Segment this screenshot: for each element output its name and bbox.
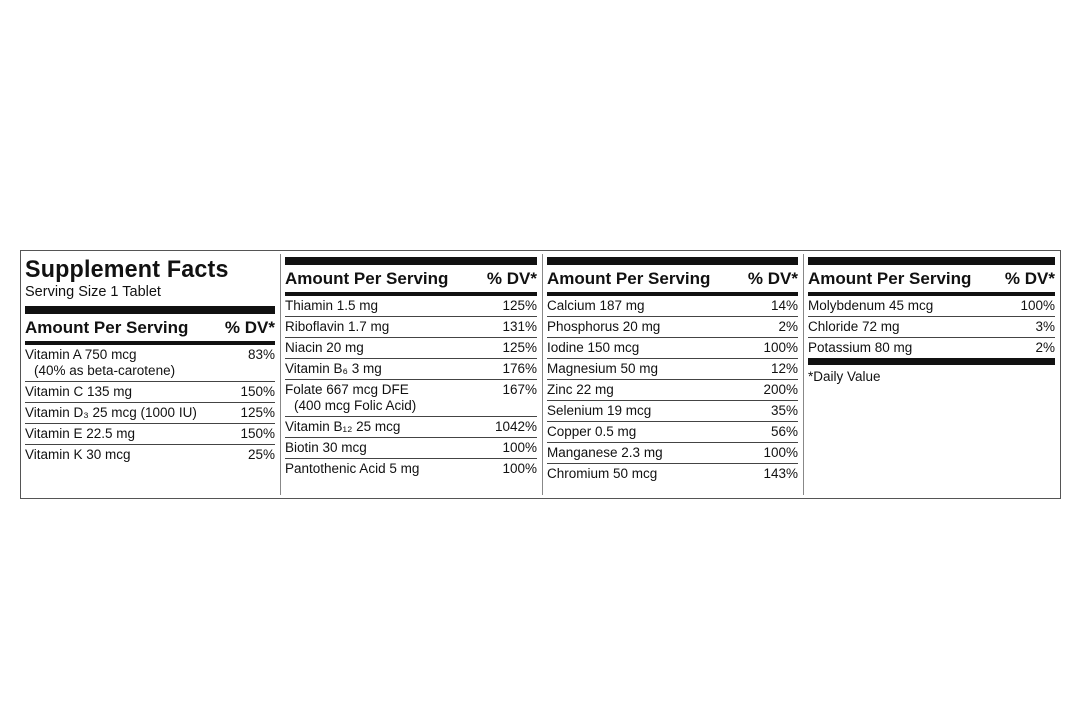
nutrient-row bbox=[547, 317, 798, 338]
nutrient-name: Thiamin 1.5 mg bbox=[285, 298, 379, 313]
nutrient-text bbox=[547, 319, 660, 335]
amount-header: Amount Per Serving bbox=[808, 268, 972, 288]
daily-value-percent: 200% bbox=[763, 382, 798, 397]
nutrient-text bbox=[285, 361, 382, 377]
daily-value-percent: 56% bbox=[770, 424, 798, 439]
nutrient-name: Pantothenic Acid 5 mg bbox=[285, 461, 420, 476]
daily-value-percent: 143% bbox=[763, 466, 798, 481]
nutrient-row bbox=[25, 424, 275, 445]
nutrient-list bbox=[808, 296, 1055, 358]
nutrient-name: Vitamin B₁₂ 25 mcg bbox=[285, 419, 401, 434]
daily-value-percent: 100% bbox=[502, 461, 537, 476]
thick-rule bbox=[808, 257, 1055, 265]
nutrient-name: Vitamin E 22.5 mg bbox=[25, 426, 136, 441]
nutrient-list bbox=[25, 345, 275, 465]
daily-value-percent: 83% bbox=[247, 347, 275, 362]
nutrient-text bbox=[285, 382, 416, 414]
daily-value-percent: 3% bbox=[1035, 319, 1055, 334]
daily-value-percent: 125% bbox=[240, 405, 275, 420]
serving-size: Serving Size 1 Tablet bbox=[25, 284, 161, 300]
nutrient-row bbox=[25, 345, 275, 382]
nutrient-row bbox=[25, 445, 275, 465]
nutrient-text bbox=[25, 447, 131, 463]
nutrient-note: (40% as beta-carotene) bbox=[34, 363, 176, 378]
nutrient-name: Vitamin K 30 mcg bbox=[25, 447, 131, 462]
nutrient-text bbox=[285, 419, 400, 435]
nutrient-text bbox=[285, 340, 364, 356]
nutrient-text bbox=[808, 319, 900, 335]
facts-column-2 bbox=[281, 251, 541, 498]
nutrient-text bbox=[547, 298, 645, 314]
dv-header: % DV* bbox=[1004, 268, 1055, 288]
nutrient-row bbox=[25, 382, 275, 403]
nutrient-text bbox=[547, 445, 663, 461]
nutrient-name: Magnesium 50 mg bbox=[547, 361, 659, 376]
nutrient-row bbox=[547, 422, 798, 443]
nutrient-name: Vitamin D₃ 25 mcg (1000 IU) bbox=[25, 405, 197, 420]
thick-rule bbox=[547, 257, 798, 265]
nutrient-row bbox=[547, 359, 798, 380]
daily-value-percent: 125% bbox=[502, 340, 537, 355]
nutrient-name: Calcium 187 mg bbox=[547, 298, 645, 313]
nutrient-row bbox=[547, 380, 798, 401]
nutrient-text bbox=[25, 426, 135, 442]
nutrient-text bbox=[285, 298, 378, 314]
nutrient-row bbox=[285, 459, 537, 479]
daily-value-percent: 2% bbox=[1035, 340, 1055, 355]
nutrient-row bbox=[25, 403, 275, 424]
nutrient-row bbox=[285, 359, 537, 380]
nutrient-note: (400 mcg Folic Acid) bbox=[294, 398, 417, 413]
nutrient-text bbox=[547, 403, 651, 419]
daily-value-percent: 150% bbox=[240, 426, 275, 441]
nutrient-name: Chromium 50 mcg bbox=[547, 466, 658, 481]
nutrient-name: Selenium 19 mcg bbox=[547, 403, 652, 418]
daily-value-percent: 2% bbox=[778, 319, 798, 334]
nutrient-text bbox=[25, 405, 197, 421]
daily-value-percent: 100% bbox=[763, 340, 798, 355]
nutrient-text bbox=[808, 340, 912, 356]
nutrient-text bbox=[285, 461, 419, 477]
daily-value-percent: 100% bbox=[502, 440, 537, 455]
nutrient-name: Iodine 150 mcg bbox=[547, 340, 640, 355]
nutrient-list bbox=[285, 296, 537, 479]
nutrient-row bbox=[547, 296, 798, 317]
nutrient-row bbox=[547, 464, 798, 484]
nutrient-row bbox=[285, 380, 537, 417]
nutrient-row bbox=[808, 317, 1055, 338]
daily-value-percent: 167% bbox=[502, 382, 537, 397]
thick-rule bbox=[808, 358, 1055, 365]
amount-header: Amount Per Serving bbox=[285, 268, 449, 288]
nutrient-list bbox=[547, 296, 798, 484]
dv-header: % DV* bbox=[224, 317, 275, 337]
nutrient-text bbox=[285, 440, 367, 456]
nutrient-name: Zinc 22 mg bbox=[547, 382, 614, 397]
nutrient-name: Vitamin A 750 mcg bbox=[25, 347, 137, 362]
daily-value-percent: 125% bbox=[502, 298, 537, 313]
supplement-facts-label bbox=[20, 250, 1061, 499]
nutrient-row bbox=[285, 338, 537, 359]
thick-rule bbox=[285, 257, 537, 265]
amount-header: Amount Per Serving bbox=[25, 317, 189, 337]
nutrient-text bbox=[547, 466, 657, 482]
nutrient-row bbox=[808, 338, 1055, 358]
dv-header: % DV* bbox=[747, 268, 798, 288]
facts-column-3 bbox=[543, 251, 802, 498]
nutrient-name: Molybdenum 45 mcg bbox=[808, 298, 934, 313]
daily-value-percent: 100% bbox=[763, 445, 798, 460]
nutrient-name: Folate 667 mcg DFE bbox=[285, 382, 409, 397]
nutrient-name: Riboflavin 1.7 mg bbox=[285, 319, 390, 334]
nutrient-name: Potassium 80 mg bbox=[808, 340, 913, 355]
label-title: Supplement Facts bbox=[25, 256, 229, 283]
daily-value-percent: 25% bbox=[247, 447, 275, 462]
nutrient-text bbox=[25, 384, 132, 400]
daily-value-percent: 176% bbox=[502, 361, 537, 376]
nutrient-row bbox=[285, 317, 537, 338]
amount-header: Amount Per Serving bbox=[547, 268, 711, 288]
nutrient-text bbox=[547, 424, 636, 440]
nutrient-text bbox=[25, 347, 175, 379]
nutrient-row bbox=[285, 438, 537, 459]
nutrient-text bbox=[547, 382, 614, 398]
nutrient-row bbox=[547, 338, 798, 359]
nutrient-name: Copper 0.5 mg bbox=[547, 424, 637, 439]
nutrient-name: Manganese 2.3 mg bbox=[547, 445, 663, 460]
nutrient-text bbox=[285, 319, 389, 335]
daily-value-percent: 12% bbox=[770, 361, 798, 376]
column-header bbox=[285, 265, 537, 292]
facts-column-1 bbox=[21, 251, 279, 498]
nutrient-row bbox=[547, 443, 798, 464]
nutrient-row bbox=[547, 401, 798, 422]
nutrient-text bbox=[808, 298, 933, 314]
daily-value-percent: 131% bbox=[502, 319, 537, 334]
nutrient-name: Phosphorus 20 mg bbox=[547, 319, 661, 334]
daily-value-percent: 150% bbox=[240, 384, 275, 399]
thick-rule bbox=[25, 306, 275, 314]
daily-value-percent: 100% bbox=[1020, 298, 1055, 313]
nutrient-row bbox=[285, 296, 537, 317]
nutrient-name: Vitamin B₆ 3 mg bbox=[285, 361, 382, 376]
nutrient-text bbox=[547, 361, 658, 377]
daily-value-footnote: *Daily Value bbox=[808, 369, 881, 384]
column-header bbox=[547, 265, 798, 292]
daily-value-percent: 14% bbox=[770, 298, 798, 313]
nutrient-name: Biotin 30 mcg bbox=[285, 440, 367, 455]
dv-header: % DV* bbox=[486, 268, 537, 288]
daily-value-percent: 35% bbox=[770, 403, 798, 418]
nutrient-name: Chloride 72 mg bbox=[808, 319, 900, 334]
facts-column-4 bbox=[804, 251, 1059, 498]
column-header bbox=[808, 265, 1055, 292]
nutrient-name: Niacin 20 mg bbox=[285, 340, 364, 355]
nutrient-row bbox=[808, 296, 1055, 317]
nutrient-name: Vitamin C 135 mg bbox=[25, 384, 133, 399]
column-header bbox=[25, 314, 275, 341]
daily-value-percent: 1042% bbox=[494, 419, 537, 434]
nutrient-text bbox=[547, 340, 639, 356]
nutrient-row bbox=[285, 417, 537, 438]
